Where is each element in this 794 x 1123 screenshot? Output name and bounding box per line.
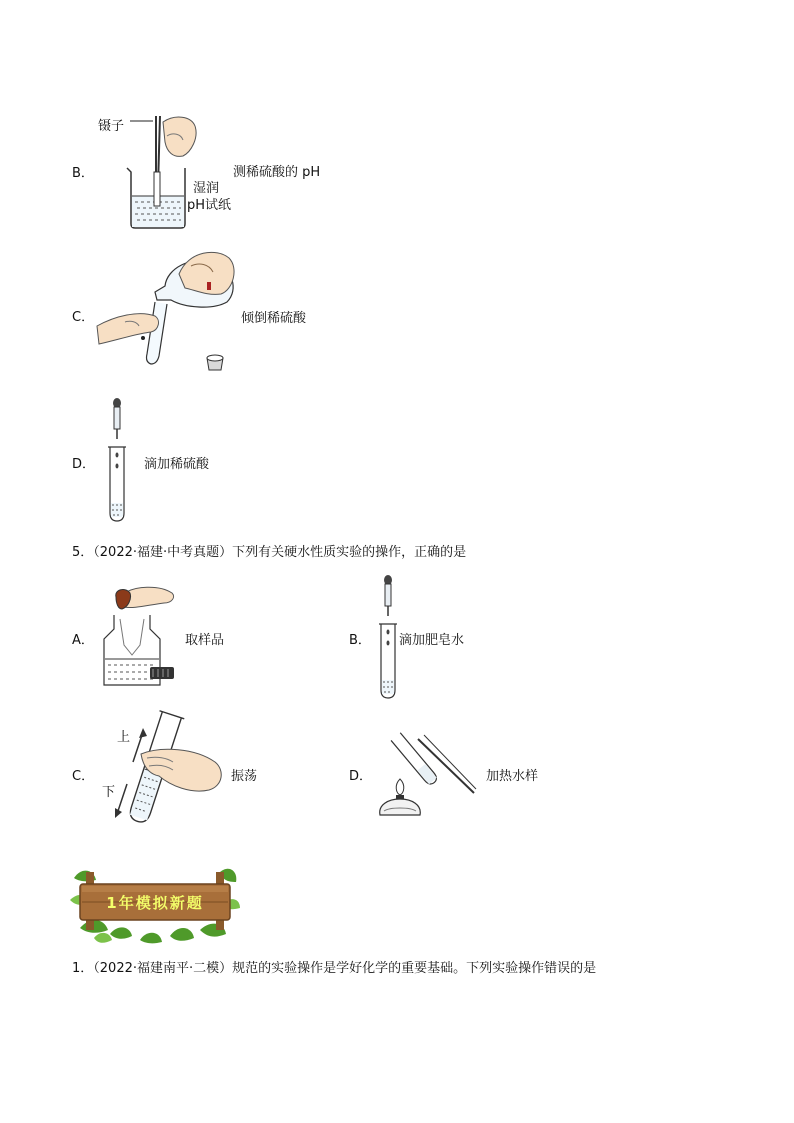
option-c-caption: 倾倒稀硫酸	[241, 311, 307, 326]
tweezers-label: 镊子	[98, 119, 125, 134]
q5-option-b-caption: 滴加肥皂水	[399, 633, 465, 648]
q5-option-d-caption: 加热水样	[486, 769, 539, 784]
moist-label: 湿润	[193, 181, 220, 196]
q5-option-a-letter: A．	[72, 633, 94, 648]
heat-sample-figure	[368, 727, 478, 817]
up-label: 上	[117, 730, 131, 745]
option-c-letter: C．	[72, 310, 95, 325]
question-5-stem: 5．（2022·福建·中考真题）下列有关硬水性质实验的操作，正确的是	[72, 545, 467, 560]
shake-tube-figure	[105, 714, 230, 829]
dropper-acid-figure	[104, 397, 132, 523]
section-banner	[70, 864, 240, 946]
question-1-stem: 1．（2022·福建南平·二模）规范的实验操作是学好化学的重要基础。下列实验操作错误的是	[72, 961, 597, 976]
ph-paper-label: pH试纸	[187, 198, 232, 213]
option-b-letter: B．	[72, 166, 94, 181]
option-b-caption: 测稀硫酸的 pH	[233, 165, 321, 180]
banner-text: 1年模拟新题	[106, 894, 204, 912]
pour-acid-figure	[95, 246, 240, 376]
q5-option-c-caption: 振荡	[231, 769, 258, 784]
down-label: 下	[102, 785, 116, 800]
q5-option-c-letter: C．	[72, 769, 95, 784]
take-sample-figure	[100, 585, 180, 690]
q5-option-a-caption: 取样品	[185, 633, 225, 648]
q5-option-d-letter: D．	[349, 769, 373, 784]
option-d-caption: 滴加稀硫酸	[144, 457, 210, 472]
q5-option-b-letter: B．	[349, 633, 371, 648]
option-d-letter: D．	[72, 457, 96, 472]
